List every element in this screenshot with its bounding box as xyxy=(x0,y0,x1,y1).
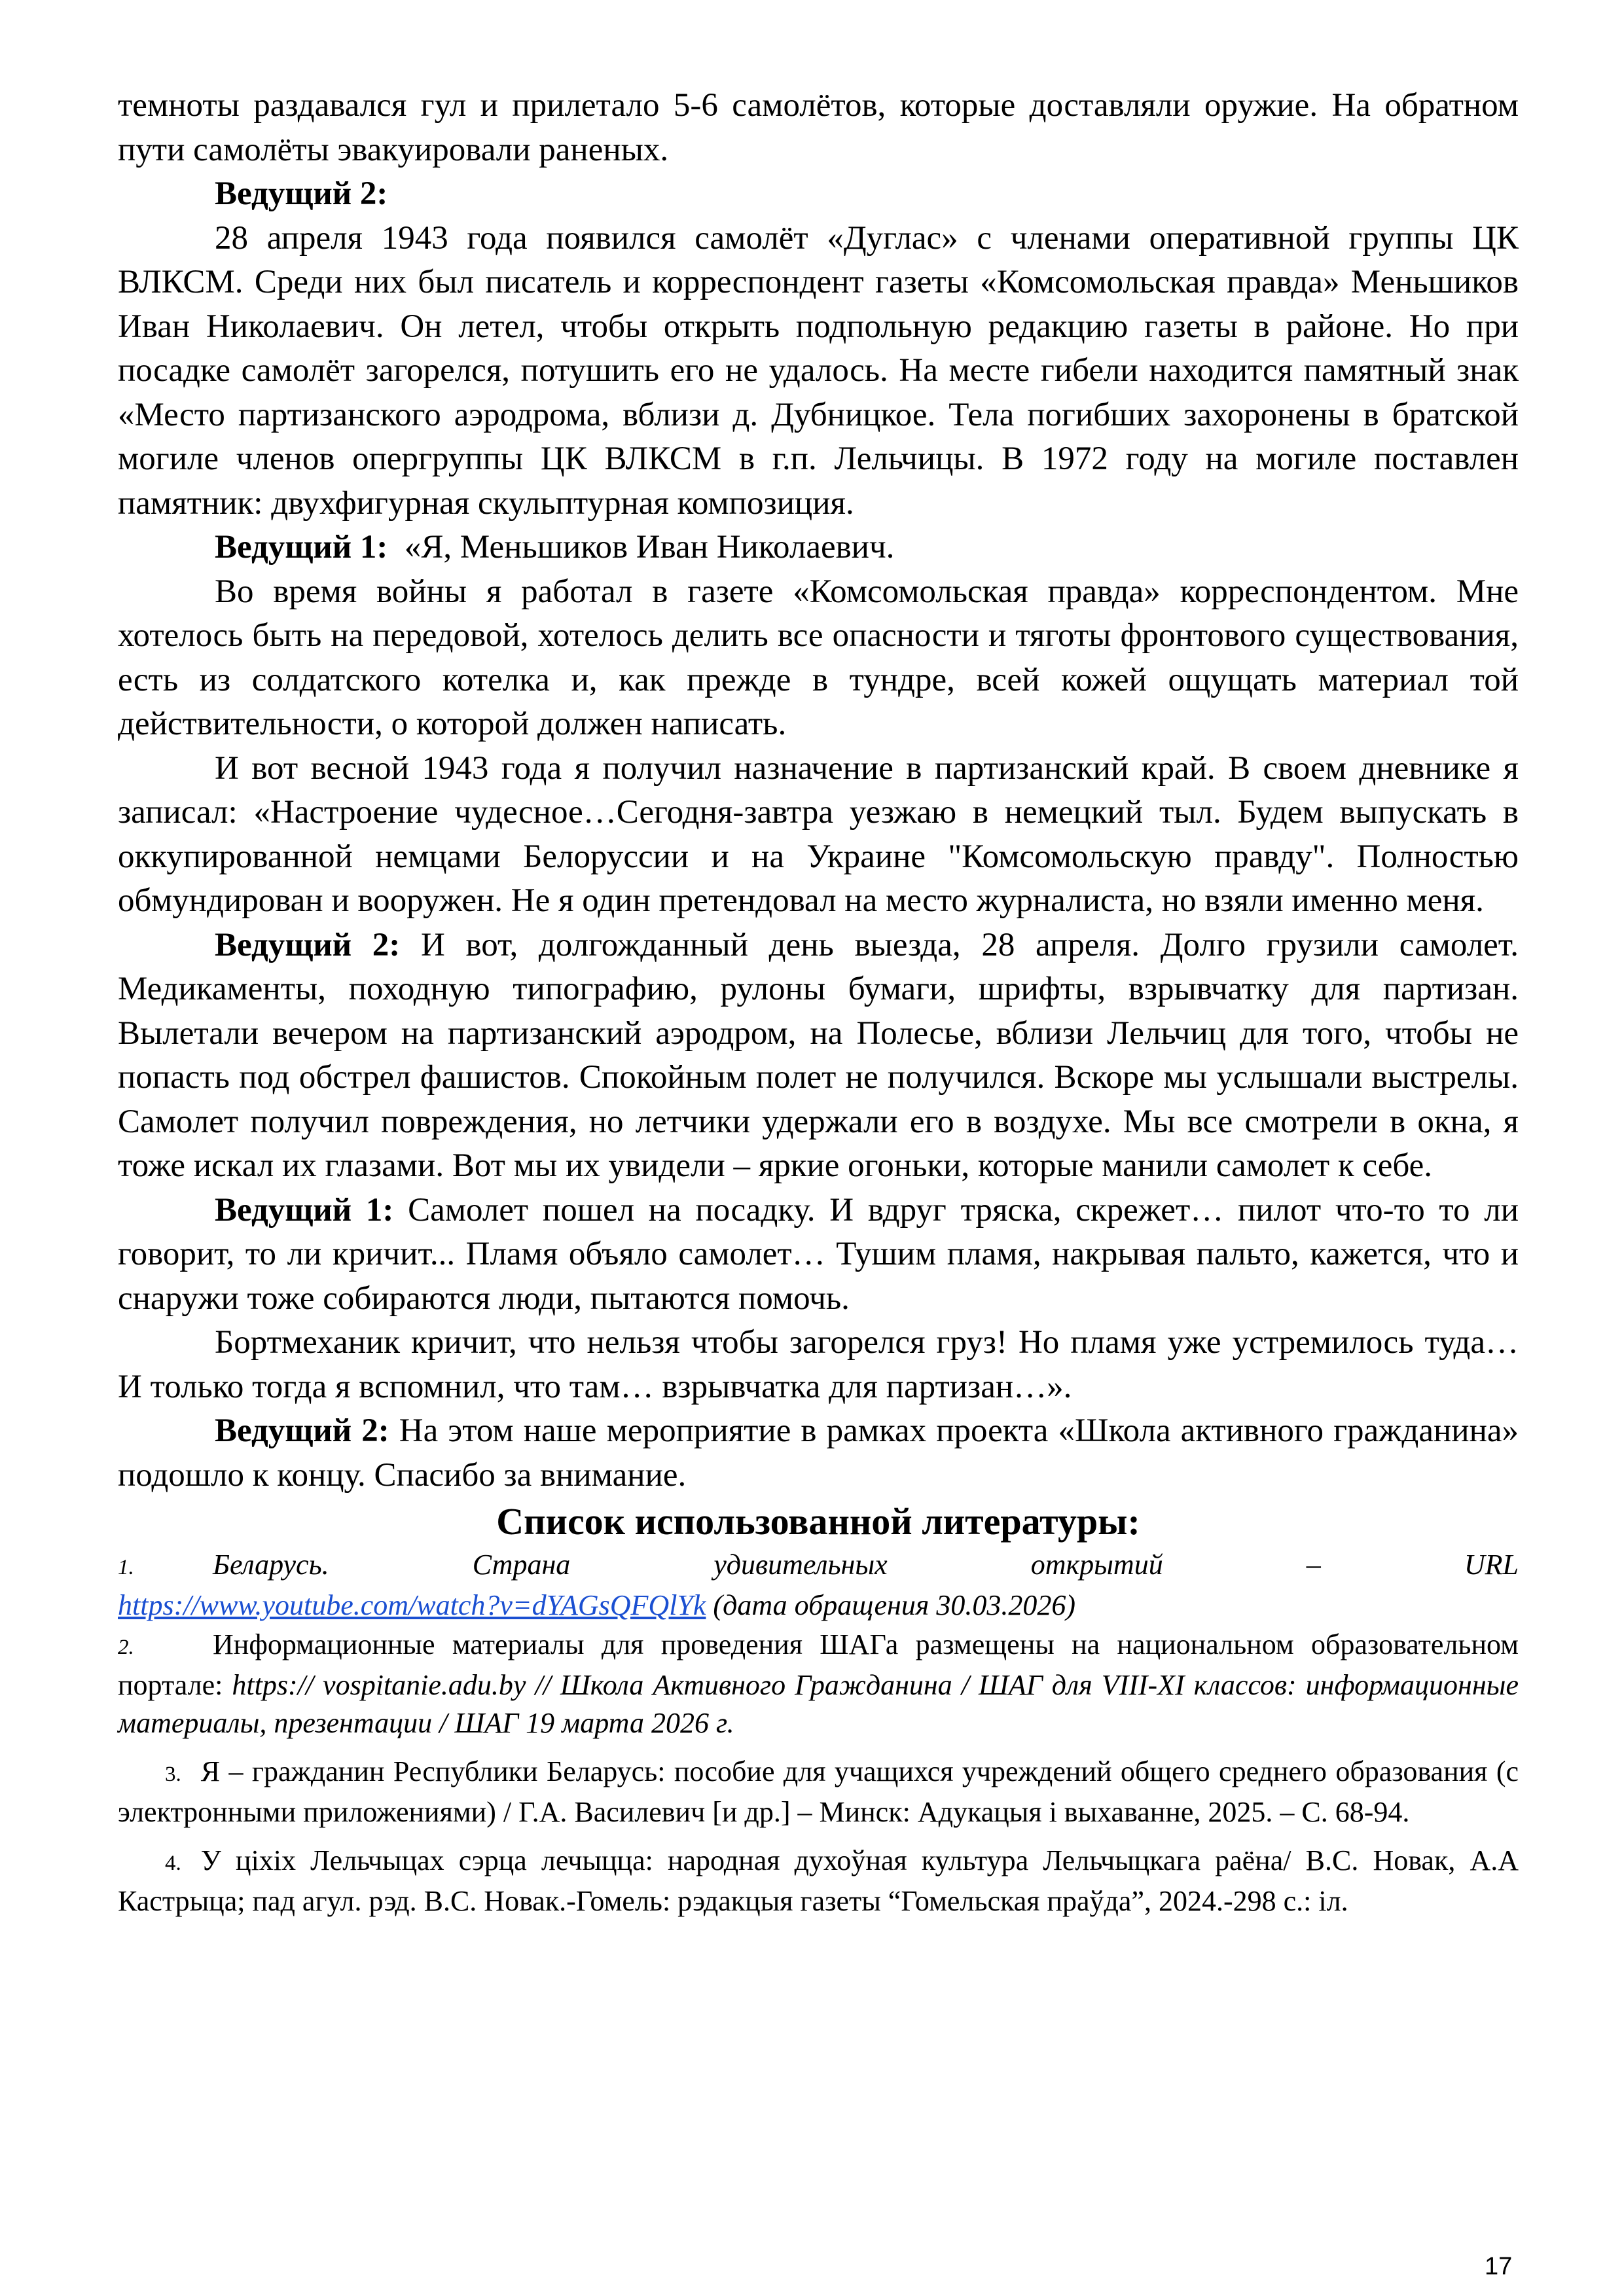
speaker-label: Ведущий 1: xyxy=(215,529,388,565)
speaker-label: Ведущий 2: xyxy=(215,1412,389,1449)
reference-access-date: (дата обращения 30.03.2026) xyxy=(706,1589,1075,1621)
reference-number: 3. xyxy=(165,1763,181,1786)
reference-number: 2. xyxy=(118,1636,134,1659)
reference-number: 4. xyxy=(165,1852,181,1875)
speaker-label: Ведущий 2: xyxy=(215,175,388,212)
reference-item xyxy=(118,1842,1519,1920)
reference-item xyxy=(118,1626,1519,1742)
speaker-paragraph xyxy=(118,1189,1519,1321)
paragraph: Бортмеханик кричит, что нельзя чтобы загорелся груз! Но пламя уже устремилось туда… И только тогда я вспомнил, что там… взрывчатка для партизан…». xyxy=(118,1324,1519,1405)
speaker-paragraph xyxy=(118,1409,1519,1498)
reference-item xyxy=(118,1753,1519,1831)
reference-text: Информационные материалы для проведения ШАГа размещены на национальном образовательном портале: xyxy=(118,1628,1519,1701)
reference-item xyxy=(118,1546,1519,1587)
speaker-text: И вот, долгожданный день выезда, 28 апреля. Долго грузили самолет. Медикаменты, походную типографию, рулоны бумаги, шрифты, взрывчатку для партизан. Вылетали вечером на партизанский аэродром, на Полесье, вблизи Лельчиц для того, чтобы не попасть под обстрел фашистов. Спокойным полет не получился. Вскоре мы услышали выстрелы. Самолет получил повреждения, но летчики удержали его в воздухе. Мы все смотрели в окна, я тоже искал их глазами. Вот мы их увидели – яркие огоньки, которые манили самолет к себе. xyxy=(118,926,1519,1184)
speaker-label: Ведущий 2: xyxy=(215,926,401,963)
speaker-label: Ведущий 1: xyxy=(215,1191,394,1229)
speaker-paragraph xyxy=(118,924,1519,1189)
page-content xyxy=(118,84,1519,1920)
speaker-text: «Я, Меньшиков Иван Николаевич. xyxy=(404,529,895,565)
paragraph: И вот весной 1943 года я получил назначение в партизанский край. В своем дневнике я записал: «Настроение чудесное…Сегодня-завтра уезжаю в немецкий тыл. Будем выпускать в оккупированной немцами Белоруссии и на Украине "Комсомольскую правду". Полностью обмундирован и вооружен. Не я один претендовал на место журналиста, но взяли именно меня. xyxy=(118,749,1519,919)
references-list xyxy=(118,1546,1519,1920)
paragraph: Во время войны я работал в газете «Комсомольская правда» корреспондентом. Мне хотелось быть на передовой, хотелось делить все опасности и тяготы фронтового существования, есть из солдатского котелка и, как прежде в тундре, всей кожей ощущать материал той действительности, о которой должен написать. xyxy=(118,573,1519,742)
speaker-heading xyxy=(118,172,1519,217)
paragraph: темноты раздавался гул и прилетало 5-6 самолётов, которые доставляли оружие. На обратном пути самолёты эвакуировали раненых. xyxy=(118,87,1519,168)
reference-number: 1. xyxy=(118,1556,134,1579)
reference-item-continuation xyxy=(118,1587,1519,1624)
references-title: Список использованной литературы: xyxy=(496,1500,1140,1543)
page-number: 17 xyxy=(1485,2253,1513,2280)
reference-text: Я – гражданин Республики Беларусь: пособие для учащихся учреждений общего среднего образования (с электронными приложениями) / Г.А. Василевич [и др.] – Минск: Адукацыя і выхаванне, 2025. – С. 68-94. xyxy=(118,1755,1519,1828)
script-body xyxy=(118,84,1519,1498)
reference-text: У ціхіх Лельчыцах сэрца лечыцца: народная духоўная культура Лельчыцкага раёна/ В.С. Новак, А.А Кастрыца; пад агул. рэд. В.С. Новак.-Гомель: рэдакцыя газеты “Гомельская праўда”, 2024.-298 с.: іл. xyxy=(118,1844,1519,1917)
reference-text: Беларусь. Страна удивительных открытий – URL xyxy=(213,1549,1519,1581)
reference-link[interactable]: https://www.youtube.com/watch?v=dYAGsQFQlYk xyxy=(118,1589,706,1621)
speaker-text: На этом наше мероприятие в рамках проекта «Школа активного гражданина» подошло к концу. Спасибо за внимание. xyxy=(118,1412,1519,1494)
speaker-paragraph xyxy=(118,526,1519,570)
speaker-text: Самолет пошел на посадку. И вдруг тряска, скрежет… пилот что-то то ли говорит, то ли кричит... Пламя объяло самолет… Тушим пламя, накрывая пальто, кажется, что и снаружи тоже собираются люди, пытаются помочь. xyxy=(118,1191,1519,1317)
paragraph: 28 апреля 1943 года появился самолёт «Дуглас» с членами оперативной группы ЦК ВЛКСМ. Среди них был писатель и корреспондент газеты «Комсомольская правда» Меньшиков Иван Николаевич. Он летел, чтобы открыть подпольную редакцию газеты в районе. Но при посадке самолёт загорелся, потушить его не удалось. На месте гибели находится памятный знак «Место партизанского аэродрома, вблизи д. Дубницкое. Тела погибших захоронены в братской могиле членов опергруппы ЦК ВЛКСМ в г.п. Лельчицы. В 1972 году на могиле поставлен памятник: двухфигурная скульптурная композиция. xyxy=(118,219,1519,522)
reference-italic-text: https:// vospitanie.adu.by // Школа Активного Гражданина / ШАГ для VIII-XI классов: информационные материалы, презентации / ШАГ 19 марта 2026 г. xyxy=(118,1669,1519,1739)
